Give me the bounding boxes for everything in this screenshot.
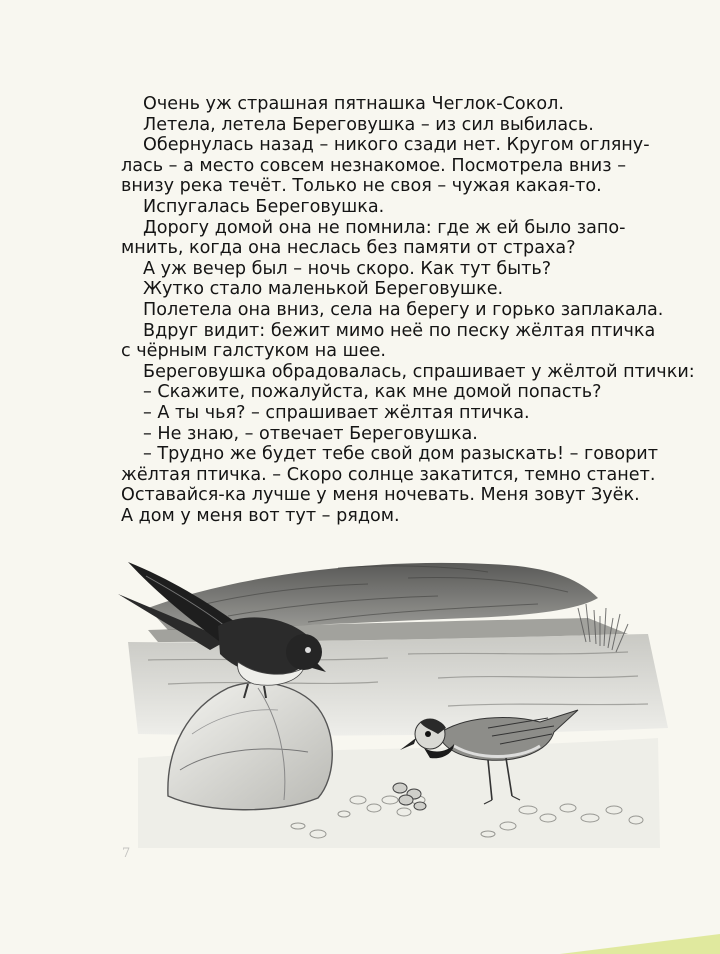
page-number: 7 — [122, 846, 131, 861]
story-line: мнить, когда она неслась без памяти от страха? — [121, 238, 576, 259]
story-line: Жутко стало маленькой Береговушке. — [143, 279, 504, 300]
story-line: – Скажите, пожалуйста, как мне домой попасть? — [143, 382, 602, 403]
story-line: – Трудно же будет тебе свой дом разыскать! – говорит — [143, 444, 658, 465]
story-line: – Не знаю, – отвечает Береговушка. — [143, 423, 478, 444]
story-line: Испугалась Береговушка. — [143, 196, 385, 217]
story-line: Обернулась назад – никого сзади нет. Кругом огляну- — [143, 135, 650, 156]
story-line: Оставайся-ка лучше у меня ночевать. Меня зовут Зуёк. — [121, 485, 640, 506]
story-line: Береговушка обрадовалась, спрашивает у жёлтой птички: — [143, 361, 695, 382]
story-line: – А ты чья? – спрашивает жёлтая птичка. — [143, 402, 530, 423]
story-line: А дом у меня вот тут – рядом. — [121, 505, 400, 526]
bird-illustration — [108, 538, 668, 848]
story-line: с чёрным галстуком на шее. — [121, 341, 386, 362]
story-line: Полетела она вниз, села на берегу и горько заплакала. — [143, 299, 664, 320]
story-line: жёлтая птичка. – Скоро солнце закатится, темно станет. — [121, 464, 656, 485]
story-line: А уж вечер был – ночь скоро. Как тут быть? — [143, 258, 552, 279]
story-line: внизу река течёт. Только не своя – чужая какая-то. — [121, 176, 602, 197]
story-text — [121, 94, 695, 526]
story-line: Вдруг видит: бежит мимо неё по песку жёлтая птичка — [143, 320, 656, 341]
story-line: Очень уж страшная пятнашка Чеглок-Сокол. — [143, 94, 564, 114]
story-line: лась – а место совсем незнакомое. Посмотрела вниз – — [121, 155, 626, 176]
story-line: Летела, летела Береговушка – из сил выбилась. — [143, 114, 594, 135]
story-line: Дорогу домой она не помнила: где ж ей было запо- — [143, 217, 626, 238]
